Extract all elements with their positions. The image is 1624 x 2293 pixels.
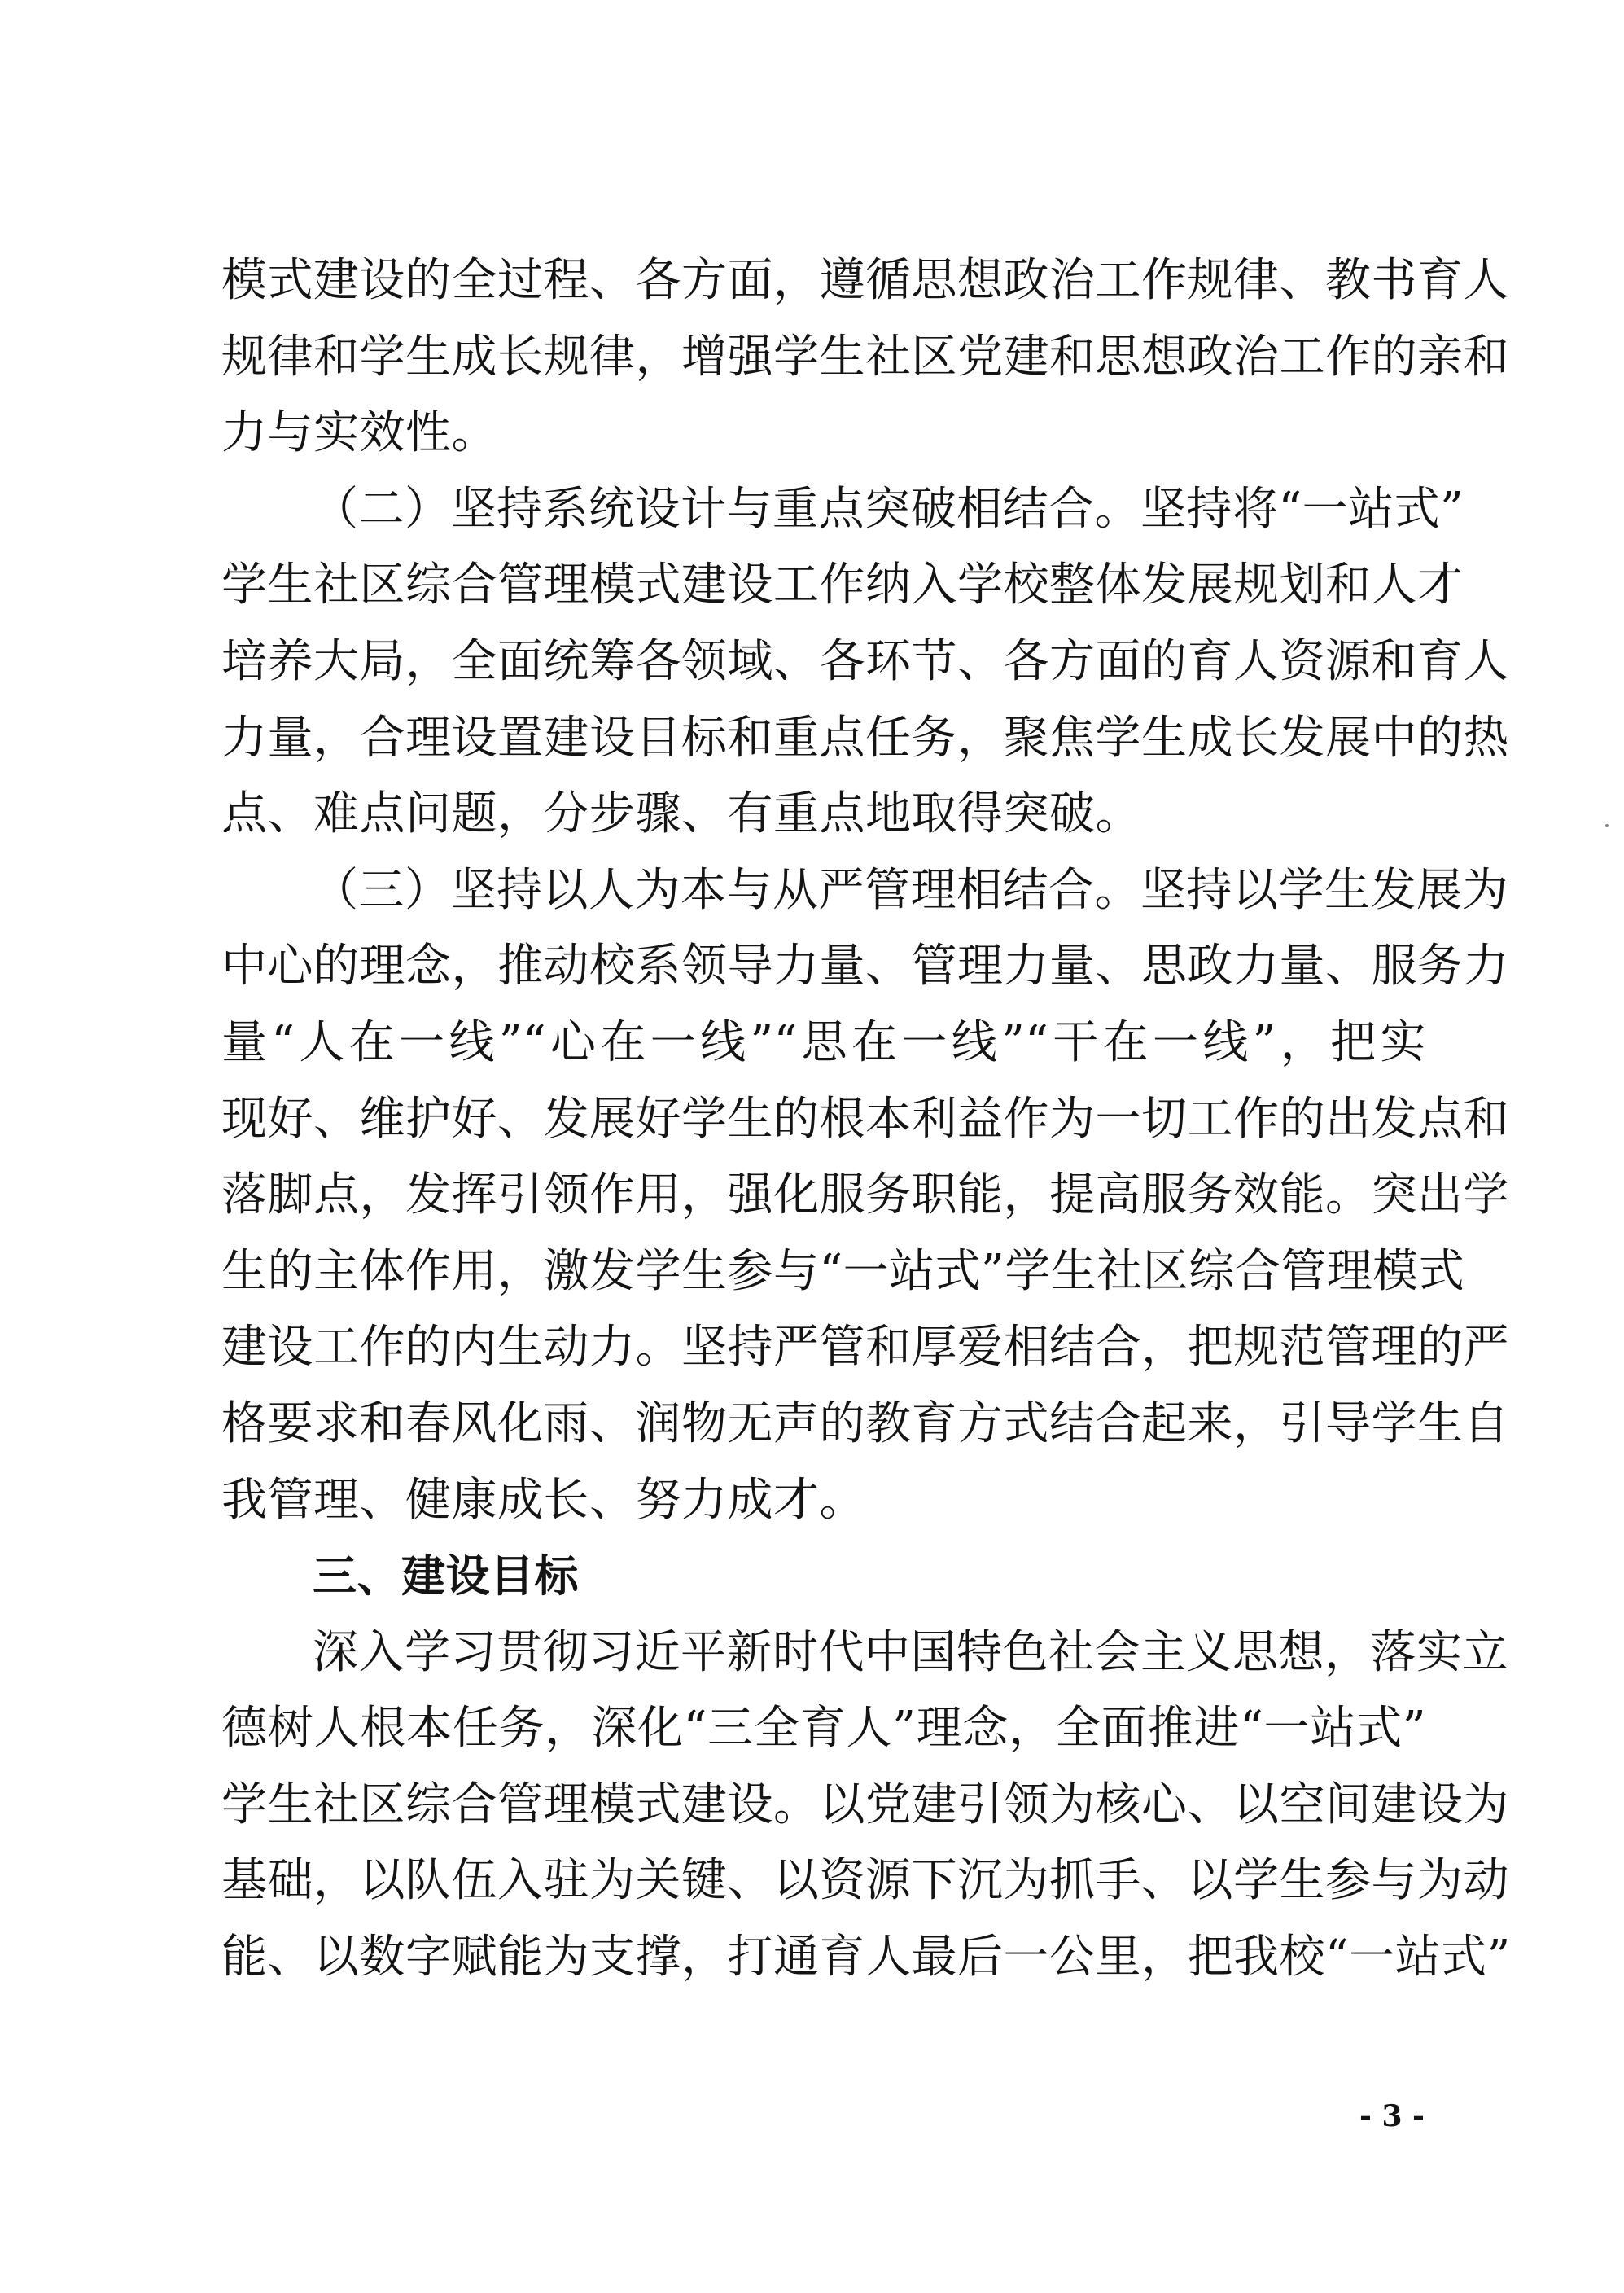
text-line: 量“人在一线”“心在一线”“思在一线”“干在一线”，把实: [221, 1015, 1426, 1069]
text-line: 格要求和春风化雨、润物无声的教育方式结合起来，引导学生自: [221, 1396, 1509, 1450]
text-line: 学生社区综合管理模式建设工作纳入学校整体发展规划和人才: [221, 559, 1464, 612]
text-line: 建设工作的内生动力。坚持严管和厚爱相结合，把规范管理的严: [221, 1321, 1509, 1374]
text-line: 现好、维护好、发展好学生的根本利益作为一切工作的出发点和: [221, 1092, 1509, 1146]
text-line: 力量，合理设置建设目标和重点任务，聚焦学生成长发展中的热: [221, 711, 1509, 765]
text-line: 基础，以队伍入驻为关键、以资源下沉为抓手、以学生参与为动: [221, 1854, 1509, 1908]
text-line: 中心的理念，推动校系领导力量、管理力量、思政力量、服务力: [221, 940, 1509, 993]
section-heading: 三、建设目标: [313, 1550, 579, 1602]
page-number: - 3 -: [1359, 2099, 1425, 2133]
text-line: （二）坚持系统设计与重点突破相结合。坚持将“一站式”: [313, 482, 1464, 536]
text-line: 我管理、健康成长、努力成才。: [221, 1473, 865, 1527]
text-line: 德树人根本任务，深化“三全育人”理念，全面推进“一站式”: [221, 1702, 1426, 1756]
text-line: 模式建设的全过程、各方面，遵循思想政治工作规律、教书育人: [221, 254, 1509, 307]
text-line: 学生社区综合管理模式建设。以党建引领为核心、以空间建设为: [221, 1778, 1509, 1831]
text-line: 能、以数字赋能为支撑，打通育人最后一公里，把我校“一站式”: [221, 1931, 1511, 1984]
text-line: （三）坚持以人为本与从严管理相结合。坚持以学生发展为: [313, 863, 1508, 917]
text-line: 深入学习贯彻习近平新时代中国特色社会主义思想，落实立: [313, 1625, 1508, 1679]
text-line: 培养大局，全面统筹各领域、各环节、各方面的育人资源和育人: [221, 634, 1509, 688]
scan-speck: [1605, 824, 1609, 827]
text-line: 点、难点问题，分步骤、有重点地取得突破。: [221, 787, 1141, 841]
text-line: 规律和学生成长规律，增强学生社区党建和思想政治工作的亲和: [221, 330, 1509, 384]
body-text: [221, 243, 1511, 1996]
text-line: 落脚点，发挥引领作用，强化服务职能，提高服务效能。突出学: [221, 1168, 1509, 1222]
text-line: 生的主体作用，激发学生参与“一站式”学生社区综合管理模式: [221, 1244, 1465, 1298]
text-line: 力与实效性。: [221, 406, 497, 460]
